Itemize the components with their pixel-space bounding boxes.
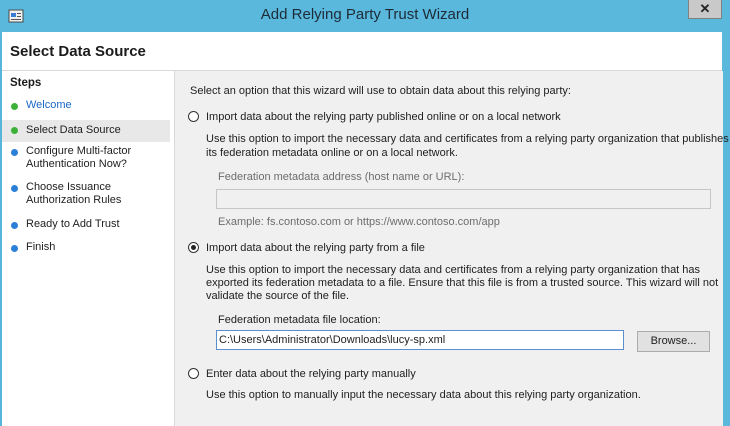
radio-import-file[interactable] [188, 242, 199, 253]
step-welcome[interactable] [2, 99, 170, 117]
option-manual-description: Use this option to manually input the necessary data about this relying party organization. [206, 389, 641, 401]
steps-panel [2, 71, 172, 426]
option-manual-label[interactable]: Enter data about the relying party manually [206, 368, 416, 380]
step-done-icon [11, 103, 18, 110]
metadata-address-label: Federation metadata address (host name or URL): [218, 171, 465, 183]
radio-import-online[interactable] [188, 111, 199, 122]
step-pending-icon [11, 222, 18, 229]
step-label: Select Data Source [26, 124, 121, 136]
option-online-description: its federation metadata online or on a local network. [206, 147, 458, 159]
step-label: Welcome [26, 99, 72, 111]
option-file-label[interactable]: Import data about the relying party from a file [206, 242, 425, 254]
step-label: Finish [26, 241, 56, 253]
step-finish[interactable] [2, 241, 170, 257]
radio-enter-manually[interactable] [188, 368, 199, 379]
wizard-window [2, 32, 729, 426]
close-icon: ✕ [699, 1, 711, 16]
step-issuance-rules[interactable] [2, 181, 170, 209]
steps-heading: Steps [10, 77, 42, 89]
step-done-icon [11, 127, 18, 134]
option-file-description: validate the source of the file. [206, 290, 350, 302]
page-header [2, 32, 722, 71]
metadata-address-example: Example: fs.contoso.com or https://www.contoso.com/app [218, 216, 500, 228]
step-select-data-source[interactable] [2, 120, 170, 142]
file-location-input[interactable]: C:\Users\Administrator\Downloads\lucy-sp.xml [216, 330, 624, 350]
step-configure-mfa[interactable] [2, 145, 170, 173]
window-edge [722, 20, 730, 426]
title-bar[interactable] [0, 0, 730, 32]
window-title: Add Relying Party Trust Wizard [260, 6, 470, 23]
main-content [174, 71, 729, 426]
browse-button[interactable]: Browse... [637, 331, 710, 352]
step-label: Configure Multi-factor Authentication Now? [26, 145, 132, 170]
step-pending-icon [11, 185, 18, 192]
intro-text: Select an option that this wizard will use to obtain data about this relying party: [190, 85, 571, 97]
option-file-description: Use this option to import the necessary data and certificates from a relying party organization that has [206, 264, 701, 276]
close-button[interactable] [688, 0, 722, 19]
option-online-description: Use this option to import the necessary data and certificates from a relying party organization that publishes [206, 133, 729, 145]
option-online-label[interactable]: Import data about the relying party published online or on a local network [206, 111, 561, 123]
step-label: Ready to Add Trust [26, 218, 120, 230]
step-pending-icon [11, 149, 18, 156]
step-ready-to-add[interactable] [2, 218, 170, 234]
metadata-address-input[interactable] [216, 189, 711, 209]
step-pending-icon [11, 245, 18, 252]
file-location-label: Federation metadata file location: [218, 314, 381, 326]
option-file-description: exported its federation metadata to a file. Ensure that this file is from a trusted source. This wizard will not [206, 277, 719, 289]
page-title: Select Data Source [10, 43, 146, 60]
step-label: Choose Issuance Authorization Rules [26, 181, 122, 206]
